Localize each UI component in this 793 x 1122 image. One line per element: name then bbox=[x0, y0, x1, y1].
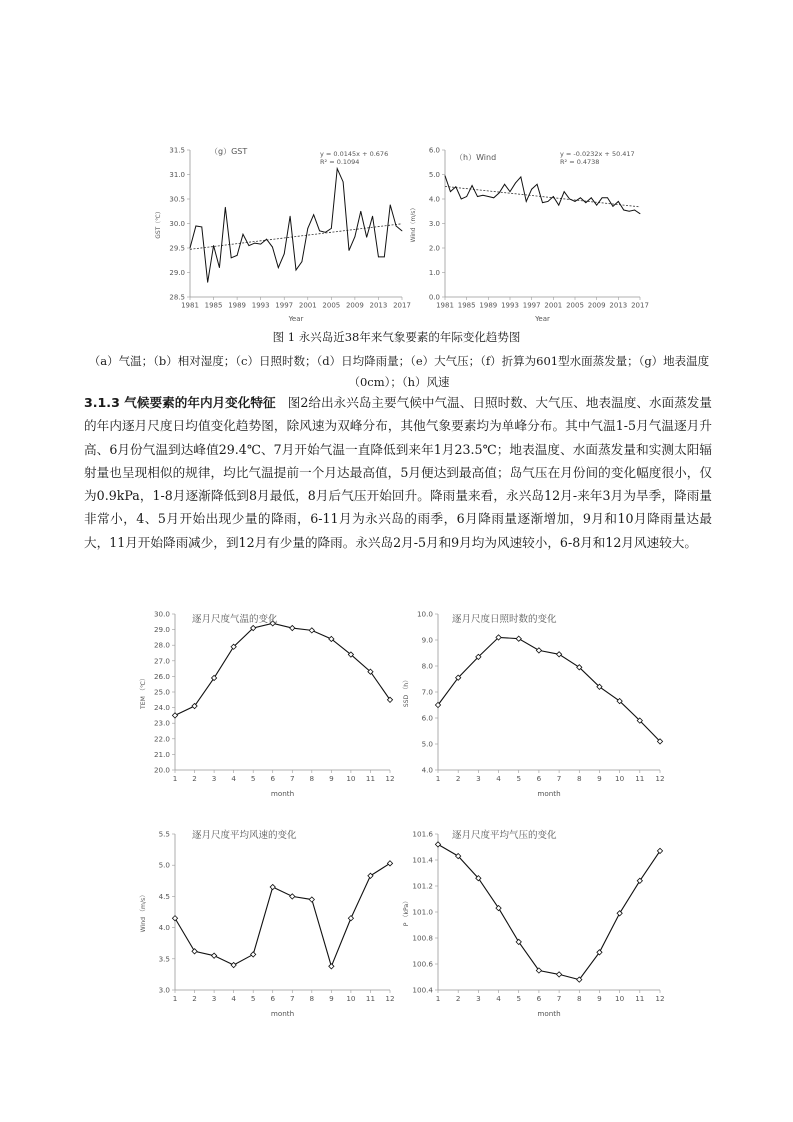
y-axis-label: TEM （℃） bbox=[140, 675, 147, 709]
y-tick-label: 4.0 bbox=[421, 765, 433, 775]
y-tick-label: 100.4 bbox=[412, 985, 433, 995]
data-point bbox=[325, 232, 326, 233]
chart-pressure bbox=[400, 820, 670, 1020]
data-point bbox=[618, 201, 619, 202]
data-point bbox=[629, 211, 630, 212]
section-heading: 3.1.3 气候要素的年内月变化特征 bbox=[84, 395, 276, 410]
x-tick-label: 1993 bbox=[501, 301, 519, 310]
y-tick-label: 100.8 bbox=[412, 933, 433, 943]
data-point bbox=[455, 186, 456, 187]
data-point bbox=[384, 256, 385, 257]
y-tick-label: 24.0 bbox=[153, 703, 170, 713]
data-point bbox=[313, 214, 314, 215]
data-point bbox=[553, 196, 554, 197]
data-point bbox=[251, 952, 256, 957]
y-tick-label: 4.0 bbox=[158, 923, 170, 933]
data-point bbox=[607, 197, 608, 198]
x-tick-label: 2 bbox=[192, 773, 197, 783]
y-tick-label: 5.0 bbox=[421, 739, 433, 749]
x-tick-label: 10 bbox=[615, 993, 625, 1003]
x-tick-label: 12 bbox=[385, 993, 395, 1003]
data-point bbox=[488, 196, 489, 197]
chart-title: 逐月尺度气温的变化 bbox=[192, 614, 278, 625]
series-line bbox=[175, 863, 390, 966]
x-tick-label: 11 bbox=[635, 993, 645, 1003]
y-tick-label: 31.5 bbox=[169, 146, 185, 155]
x-tick-label: 1985 bbox=[457, 301, 476, 310]
x-tick-label: 2005 bbox=[322, 301, 341, 310]
data-point bbox=[366, 237, 367, 238]
chart-title: （g）GST bbox=[210, 147, 248, 156]
data-point bbox=[290, 216, 291, 217]
y-tick-label: 25.0 bbox=[153, 687, 170, 697]
x-axis-label: Year bbox=[535, 315, 550, 323]
data-point bbox=[231, 962, 236, 967]
trend-r2: R² = 0.4738 bbox=[560, 158, 600, 166]
y-tick-label: 9.0 bbox=[421, 635, 433, 645]
data-point bbox=[219, 267, 220, 268]
data-point bbox=[349, 250, 350, 251]
y-tick-label: 6.0 bbox=[421, 713, 433, 723]
data-point bbox=[307, 228, 308, 229]
data-point bbox=[309, 897, 314, 902]
data-point bbox=[331, 228, 332, 229]
x-tick-label: 5 bbox=[250, 993, 256, 1003]
data-point bbox=[556, 972, 561, 977]
y-tick-label: 26.0 bbox=[153, 671, 170, 681]
data-point bbox=[510, 191, 511, 192]
y-tick-label: 23.0 bbox=[153, 718, 170, 728]
data-point bbox=[260, 244, 261, 245]
tem-svg bbox=[130, 600, 400, 800]
y-axis-label: Wind（m/s） bbox=[410, 204, 417, 243]
data-point bbox=[354, 236, 355, 237]
data-point bbox=[243, 234, 244, 235]
x-tick-label: 8 bbox=[309, 773, 315, 783]
data-point bbox=[190, 248, 191, 249]
x-tick-label: 5 bbox=[516, 993, 522, 1003]
x-axis-label: month bbox=[270, 789, 295, 798]
data-point bbox=[461, 199, 462, 200]
y-tick-label: 27.0 bbox=[153, 656, 170, 666]
figure1-caption: 图 1 永兴岛近38年来气象要素的年际变化趋势图 bbox=[272, 330, 521, 344]
x-axis-label: month bbox=[270, 1009, 295, 1018]
y-tick-label: 5.5 bbox=[158, 829, 170, 839]
x-tick-label: 2017 bbox=[393, 301, 411, 310]
data-point bbox=[596, 205, 597, 206]
series-line bbox=[190, 169, 402, 283]
data-point bbox=[337, 168, 338, 169]
series-line bbox=[438, 637, 660, 741]
series-line bbox=[445, 176, 640, 214]
data-point bbox=[372, 216, 373, 217]
data-point bbox=[172, 713, 177, 718]
x-tick-label: 3 bbox=[211, 993, 217, 1003]
trend-r2: R² = 0.1094 bbox=[320, 158, 360, 166]
x-tick-label: 2013 bbox=[369, 301, 388, 310]
y-tick-label: 0.0 bbox=[428, 293, 440, 302]
trend-equation: y = -0.0232x + 50.417 bbox=[560, 150, 635, 158]
data-point bbox=[580, 197, 581, 198]
x-axis-label: Year bbox=[288, 315, 304, 323]
data-point bbox=[613, 206, 614, 207]
x-tick-label: 6 bbox=[536, 773, 542, 783]
x-tick-label: 2009 bbox=[587, 301, 606, 310]
data-point bbox=[520, 177, 521, 178]
data-point bbox=[617, 911, 622, 916]
x-tick-label: 2017 bbox=[631, 301, 649, 310]
x-tick-label: 1989 bbox=[479, 301, 498, 310]
data-point bbox=[207, 282, 208, 283]
data-point bbox=[296, 270, 297, 271]
y-tick-label: 22.0 bbox=[153, 734, 170, 744]
data-point bbox=[231, 257, 232, 258]
chart-tem bbox=[130, 600, 400, 800]
x-tick-label: 1993 bbox=[251, 301, 270, 310]
x-tick-label: 2 bbox=[192, 993, 197, 1003]
chart-title: （h）Wind bbox=[455, 153, 497, 162]
x-tick-label: 1985 bbox=[204, 301, 223, 310]
chart-wind-monthly bbox=[130, 820, 400, 1020]
x-tick-label: 7 bbox=[556, 993, 562, 1003]
x-tick-label: 7 bbox=[556, 773, 562, 783]
y-tick-label: 101.2 bbox=[412, 881, 433, 891]
data-point bbox=[360, 211, 361, 212]
x-tick-label: 2 bbox=[455, 773, 461, 783]
y-tick-label: 7.0 bbox=[421, 687, 433, 697]
data-point bbox=[466, 196, 467, 197]
y-axis-label: SSD （h） bbox=[403, 676, 410, 708]
y-tick-label: 100.6 bbox=[412, 959, 433, 969]
x-tick-label: 1 bbox=[435, 773, 441, 783]
data-point bbox=[213, 245, 214, 246]
data-point bbox=[640, 213, 641, 214]
chart-gst bbox=[150, 140, 410, 325]
x-tick-label: 1 bbox=[172, 773, 178, 783]
data-point bbox=[172, 916, 177, 921]
data-point bbox=[387, 861, 392, 866]
data-point bbox=[192, 949, 197, 954]
x-tick-label: 8 bbox=[576, 773, 582, 783]
data-point bbox=[237, 255, 238, 256]
figure1-subcaption: （a）气温；（b）相对湿度；（c）日照时数；（d）日均降雨量；（e）大气压；（f）折算为601型水面蒸发量；（g）地表温度（0cm）；（h）风速 bbox=[88, 354, 710, 389]
y-axis-label: Wind （m/s） bbox=[140, 891, 147, 933]
x-tick-label: 7 bbox=[289, 773, 295, 783]
data-point bbox=[542, 202, 543, 203]
x-tick-label: 4 bbox=[496, 993, 501, 1003]
x-tick-label: 6 bbox=[270, 773, 276, 783]
chart-wind bbox=[410, 140, 650, 325]
data-point bbox=[343, 181, 344, 182]
data-point bbox=[272, 247, 273, 248]
x-tick-label: 2001 bbox=[298, 301, 317, 310]
x-tick-label: 1989 bbox=[228, 301, 247, 310]
y-tick-label: 30.0 bbox=[153, 609, 170, 619]
data-point bbox=[591, 197, 592, 198]
data-point bbox=[515, 183, 516, 184]
x-tick-label: 3 bbox=[476, 773, 481, 783]
data-point bbox=[526, 201, 527, 202]
wind-monthly-svg bbox=[130, 820, 400, 1020]
y-tick-label: 3.0 bbox=[158, 985, 170, 995]
y-tick-label: 31.0 bbox=[169, 170, 185, 179]
x-tick-label: 1 bbox=[172, 993, 178, 1003]
data-point bbox=[195, 226, 196, 227]
data-point bbox=[569, 199, 570, 200]
x-tick-label: 9 bbox=[597, 993, 602, 1003]
x-tick-label: 6 bbox=[536, 993, 542, 1003]
x-tick-label: 8 bbox=[309, 993, 315, 1003]
chart-title: 逐月尺度日照时数的变化 bbox=[452, 614, 557, 625]
data-point bbox=[378, 256, 379, 257]
x-tick-label: 2009 bbox=[345, 301, 364, 310]
data-point bbox=[558, 205, 559, 206]
data-point bbox=[564, 191, 565, 192]
x-tick-label: 11 bbox=[365, 993, 376, 1003]
x-tick-label: 1981 bbox=[181, 301, 199, 310]
data-point bbox=[493, 197, 494, 198]
x-tick-label: 2001 bbox=[544, 301, 563, 310]
x-tick-label: 3 bbox=[211, 773, 217, 783]
y-tick-label: 3.0 bbox=[428, 219, 440, 228]
y-tick-label: 30.0 bbox=[169, 219, 185, 228]
x-tick-label: 10 bbox=[346, 993, 356, 1003]
data-point bbox=[536, 648, 541, 653]
y-tick-label: 4.5 bbox=[158, 891, 170, 901]
y-tick-label: 8.0 bbox=[421, 661, 433, 671]
y-tick-label: 20.0 bbox=[153, 765, 170, 775]
y-axis-label: GST（℃） bbox=[155, 208, 162, 239]
x-tick-label: 8 bbox=[576, 993, 582, 1003]
data-point bbox=[284, 253, 285, 254]
y-tick-label: 29.0 bbox=[153, 625, 170, 635]
chart-ssd bbox=[400, 600, 670, 800]
data-point bbox=[211, 953, 216, 958]
section-3-1-3 bbox=[84, 391, 712, 554]
data-point bbox=[225, 207, 226, 208]
data-point bbox=[531, 189, 532, 190]
x-tick-label: 4 bbox=[496, 773, 501, 783]
x-tick-label: 5 bbox=[516, 773, 522, 783]
y-tick-label: 101.0 bbox=[412, 907, 433, 917]
data-point bbox=[290, 625, 295, 630]
data-point bbox=[435, 842, 440, 847]
y-tick-label: 4.0 bbox=[428, 195, 440, 204]
data-point bbox=[472, 185, 473, 186]
data-point bbox=[623, 210, 624, 211]
data-point bbox=[634, 210, 635, 211]
data-point bbox=[368, 873, 373, 878]
data-point bbox=[248, 245, 249, 246]
data-point bbox=[301, 261, 302, 262]
y-tick-label: 28.0 bbox=[153, 640, 170, 650]
data-point bbox=[329, 964, 334, 969]
data-point bbox=[309, 628, 314, 633]
data-point bbox=[602, 197, 603, 198]
data-point bbox=[537, 184, 538, 185]
data-point bbox=[266, 239, 267, 240]
y-tick-label: 5.0 bbox=[428, 170, 440, 179]
x-tick-label: 12 bbox=[655, 993, 665, 1003]
x-tick-label: 1997 bbox=[275, 301, 294, 310]
data-point bbox=[201, 227, 202, 228]
data-point bbox=[450, 191, 451, 192]
x-tick-label: 1 bbox=[435, 993, 441, 1003]
y-tick-label: 101.6 bbox=[412, 829, 433, 839]
y-axis-label: P （kPa） bbox=[403, 897, 410, 927]
data-point bbox=[477, 196, 478, 197]
y-tick-label: 6.0 bbox=[428, 146, 440, 155]
chart-title: 逐月尺度平均风速的变化 bbox=[192, 830, 297, 841]
data-point bbox=[585, 202, 586, 203]
x-tick-label: 12 bbox=[655, 773, 665, 783]
x-tick-label: 11 bbox=[365, 773, 376, 783]
x-tick-label: 9 bbox=[329, 773, 334, 783]
x-tick-label: 4 bbox=[231, 993, 236, 1003]
data-point bbox=[278, 267, 279, 268]
data-point bbox=[348, 916, 353, 921]
x-tick-label: 12 bbox=[385, 773, 395, 783]
pressure-svg bbox=[400, 820, 670, 1020]
section-body: 图2给出永兴岛主要气候中气温、日照时数、大气压、地表温度、水面蒸发量的年内逐月尺度日均值变化趋势图，除风速为双峰分布，其他气象要素均为单峰分布。其中气温1-5月气温逐月升高、6月份气温到达峰值29.4℃、7月开始气温一直降低到来年1月23.5℃；地表温度、水面蒸发量和实测太阳辐射量也呈现相似的规律，均比气温提前一个月达最高值，5月便达到最高值；岛气压在月份间的变化幅度很小，仅为0.9kPa，1-8月逐渐降低到8月最低，8月后气压开始回升。降雨量来看，永兴岛12月-来年3月为旱季，降雨量非常小，4、5月开始出现少量的降雨，6-11月为永兴岛的雨季，6月降雨量逐渐增加，9月和10月降雨量达最大，11月开始降雨减少，到12月有少量的降雨。永兴岛2月-5月和9月均为风速较小，6-8月和12月风速较大。 bbox=[84, 395, 712, 550]
y-tick-label: 10.0 bbox=[416, 609, 433, 619]
y-tick-label: 28.5 bbox=[169, 293, 185, 302]
x-tick-label: 10 bbox=[615, 773, 625, 783]
x-tick-label: 9 bbox=[329, 993, 334, 1003]
data-point bbox=[499, 192, 500, 193]
data-point bbox=[548, 201, 549, 202]
x-tick-label: 1981 bbox=[436, 301, 454, 310]
trend-equation: y = 0.0145x + 0.676 bbox=[320, 150, 389, 158]
wind-svg bbox=[410, 140, 650, 325]
gst-svg bbox=[150, 140, 410, 325]
series-line bbox=[175, 623, 390, 715]
y-tick-label: 21.0 bbox=[153, 749, 170, 759]
x-tick-label: 7 bbox=[289, 993, 295, 1003]
series-line bbox=[438, 844, 660, 979]
chart-title: 逐月尺度平均气压的变化 bbox=[452, 830, 557, 841]
x-axis-label: month bbox=[537, 1009, 561, 1018]
x-tick-label: 5 bbox=[250, 773, 256, 783]
y-tick-label: 101.4 bbox=[412, 855, 433, 865]
x-axis-label: month bbox=[537, 789, 561, 798]
y-tick-label: 29.0 bbox=[169, 268, 185, 277]
x-tick-label: 10 bbox=[346, 773, 356, 783]
y-tick-label: 1.0 bbox=[428, 268, 440, 277]
data-point bbox=[290, 894, 295, 899]
data-point bbox=[254, 243, 255, 244]
data-point bbox=[575, 201, 576, 202]
y-tick-label: 29.5 bbox=[169, 244, 185, 253]
data-point bbox=[445, 175, 446, 176]
data-point bbox=[504, 184, 505, 185]
x-tick-label: 9 bbox=[597, 773, 602, 783]
x-tick-label: 3 bbox=[476, 993, 481, 1003]
x-tick-label: 2005 bbox=[566, 301, 584, 310]
data-point bbox=[319, 230, 320, 231]
y-tick-label: 3.5 bbox=[158, 954, 170, 964]
x-tick-label: 4 bbox=[231, 773, 236, 783]
ssd-svg bbox=[400, 600, 670, 800]
x-tick-label: 11 bbox=[635, 773, 645, 783]
y-tick-label: 2.0 bbox=[428, 244, 440, 253]
x-tick-label: 1997 bbox=[522, 301, 541, 310]
data-point bbox=[270, 884, 275, 889]
y-tick-label: 5.0 bbox=[158, 860, 170, 870]
x-tick-label: 2 bbox=[455, 993, 461, 1003]
data-point bbox=[483, 195, 484, 196]
data-point bbox=[516, 636, 521, 641]
data-point bbox=[390, 204, 391, 205]
x-tick-label: 6 bbox=[270, 993, 276, 1003]
data-point bbox=[396, 226, 397, 227]
y-tick-label: 30.5 bbox=[169, 195, 185, 204]
x-tick-label: 2013 bbox=[609, 301, 628, 310]
data-point bbox=[402, 230, 403, 231]
